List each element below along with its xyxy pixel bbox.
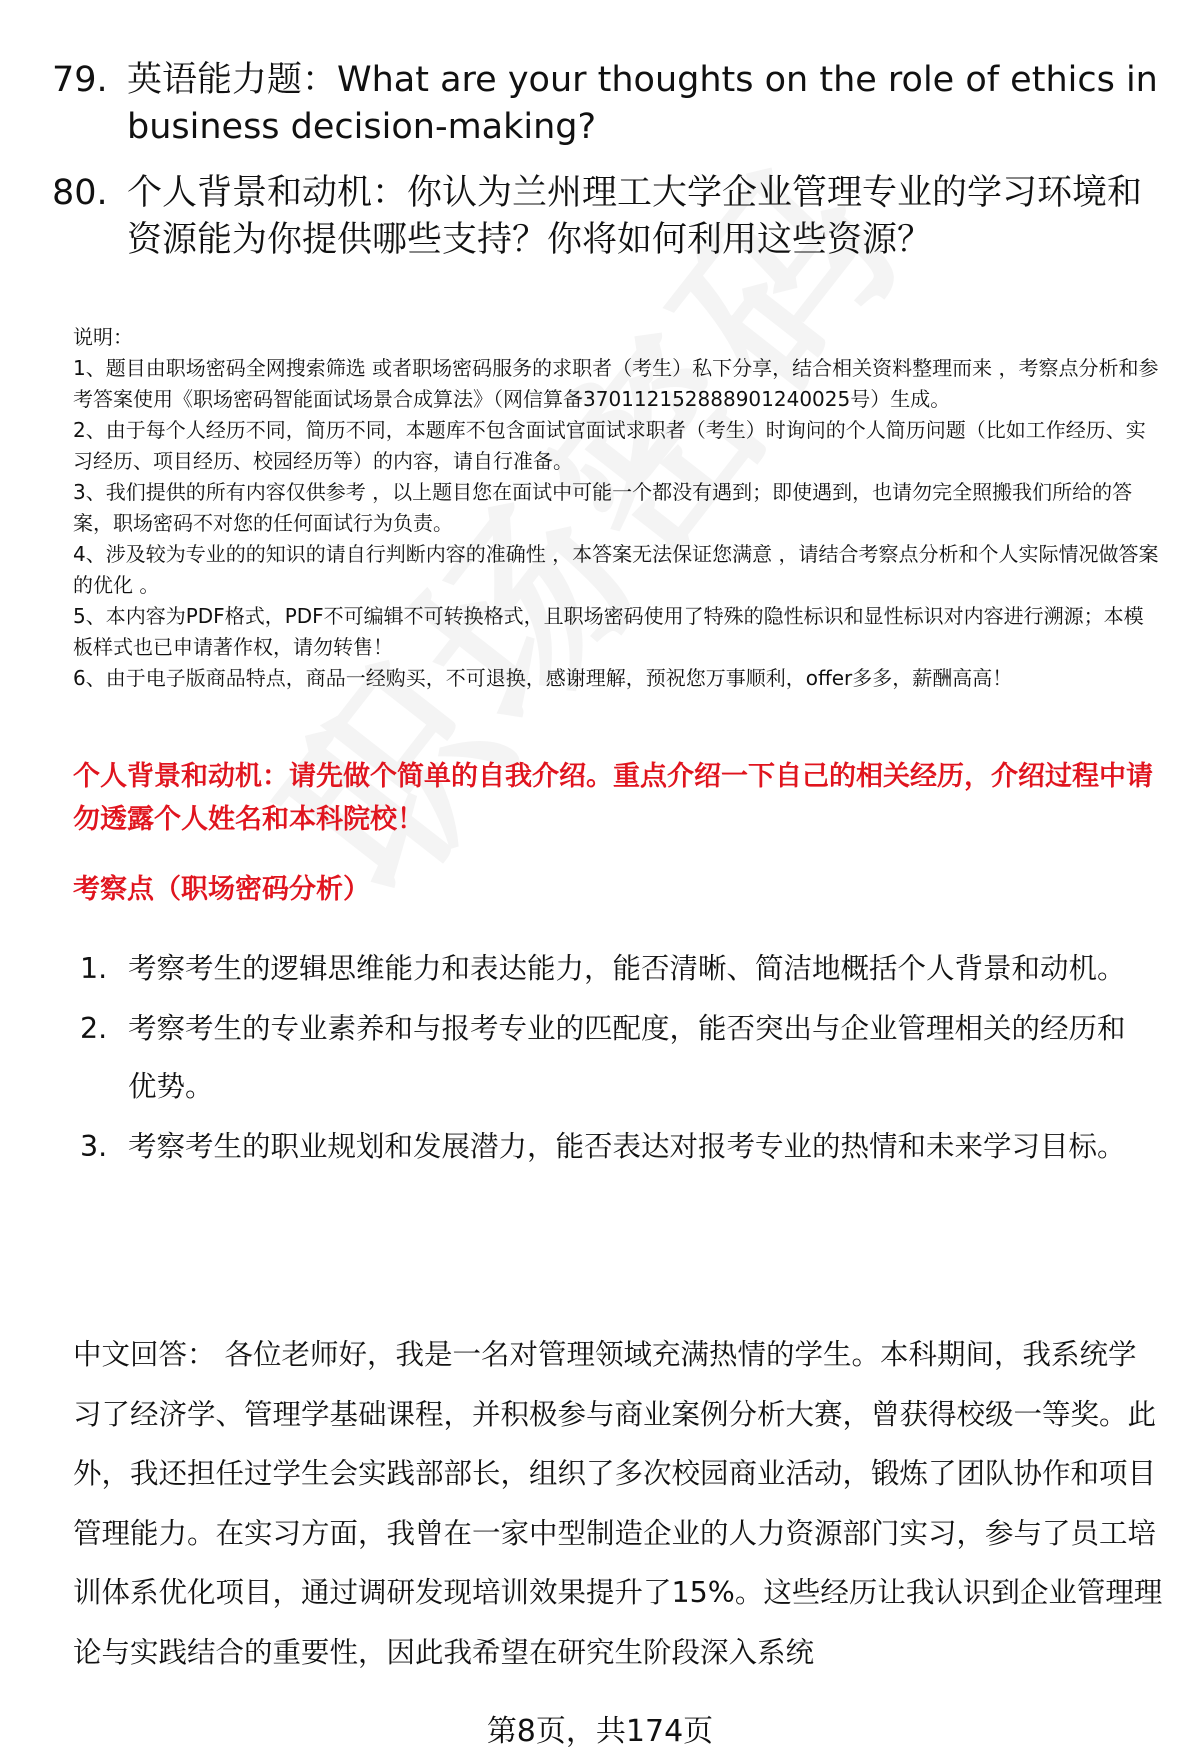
point-number: 1.: [80, 952, 108, 985]
analysis-heading: 考察点（职场密码分析）: [73, 874, 370, 905]
featured-question: 个人背景和动机：请先做个简单的自我介绍。重点介绍一下自己的相关经历，介绍过程中请勿透露个人姓名和本科院校！: [73, 761, 1153, 835]
note-item: 4、涉及较为专业的的知识的请自行判断内容的准确性 ，本答案无法保证您满意 ，请结合考察点分析和个人实际情况做答案的优化 。: [73, 542, 1159, 597]
note-item: 5、本内容为PDF格式，PDF不可编辑不可转换格式，且职场密码使用了特殊的隐性标识和显性标识对内容进行溯源；本模板样式也已申请著作权，请勿转售！: [73, 604, 1144, 659]
question-number: 79.: [52, 60, 108, 100]
question-80: [52, 170, 1162, 264]
note-item: 3、我们提供的所有内容仅供参考 ，以上题目您在面试中可能一个都没有遇到；即使遇到，也请勿完全照搬我们所给的答案，职场密码不对您的任何面试行为负责。: [73, 480, 1133, 535]
note-item: 6、由于电子版商品特点，商品一经购买，不可退换，感谢理解，预祝您万事顺利，offer多多，薪酬高高！: [73, 666, 1013, 690]
note-item: 2、由于每个人经历不同，简历不同，本题库不包含面试官面试求职者（考生）时询问的个人简历问题（比如工作经历、实习经历、项目经历、校园经历等）的内容，请自行准备。: [73, 418, 1146, 473]
question-79: [52, 57, 1162, 151]
point-text: 考察考生的专业素养和与报考专业的匹配度，能否突出与企业管理相关的经历和优势。: [128, 1012, 1126, 1103]
question-text: 个人背景和动机：你认为兰州理工大学企业管理专业的学习环境和资源能为你提供哪些支持？你将如何利用这些资源？: [127, 173, 1143, 260]
analysis-points: [80, 940, 1140, 1178]
answer-text: 中文回答： 各位老师好，我是一名对管理领域充满热情的学生。本科期间，我系统学习了经济学、管理学基础课程，并积极参与商业案例分析大赛，曾获得校级一等奖。此外，我还担任过学生会实践部部长，组织了多次校园商业活动，锻炼了团队协作和项目管理能力。在实习方面，我曾在一家中型制造企业的人力资源部门实习，参与了员工培训体系优化项目，通过调研发现培训效果提升了15%。这些经历让我认识到企业管理理论与实践结合的重要性，因此我希望在研究生阶段深入系统: [73, 1338, 1163, 1669]
notes-title: 说明：: [73, 325, 133, 349]
note-item: 1、题目由职场密码全网搜索筛选 或者职场密码服务的求职者（考生）私下分享，结合相关资料整理而来 ，考察点分析和参考答案使用《职场密码智能面试场景合成算法》（网信算备370112152888901240025号）生成。: [73, 356, 1159, 411]
analysis-point: [80, 1000, 1140, 1116]
question-text: 英语能力题：What are your thoughts on the role of ethics in business decision-making?: [127, 60, 1158, 147]
page-footer: 第8页，共174页: [486, 1714, 714, 1749]
analysis-point: [80, 1118, 1140, 1176]
point-text: 考察考生的逻辑思维能力和表达能力，能否清晰、简洁地概括个人背景和动机。: [128, 952, 1126, 985]
question-number: 80.: [52, 173, 108, 213]
point-number: 2.: [80, 1012, 108, 1045]
disclaimer-notes: [73, 322, 1163, 694]
point-text: 考察考生的职业规划和发展潜力，能否表达对报考专业的热情和未来学习目标。: [128, 1130, 1126, 1163]
analysis-point: [80, 940, 1140, 998]
point-number: 3.: [80, 1130, 108, 1163]
